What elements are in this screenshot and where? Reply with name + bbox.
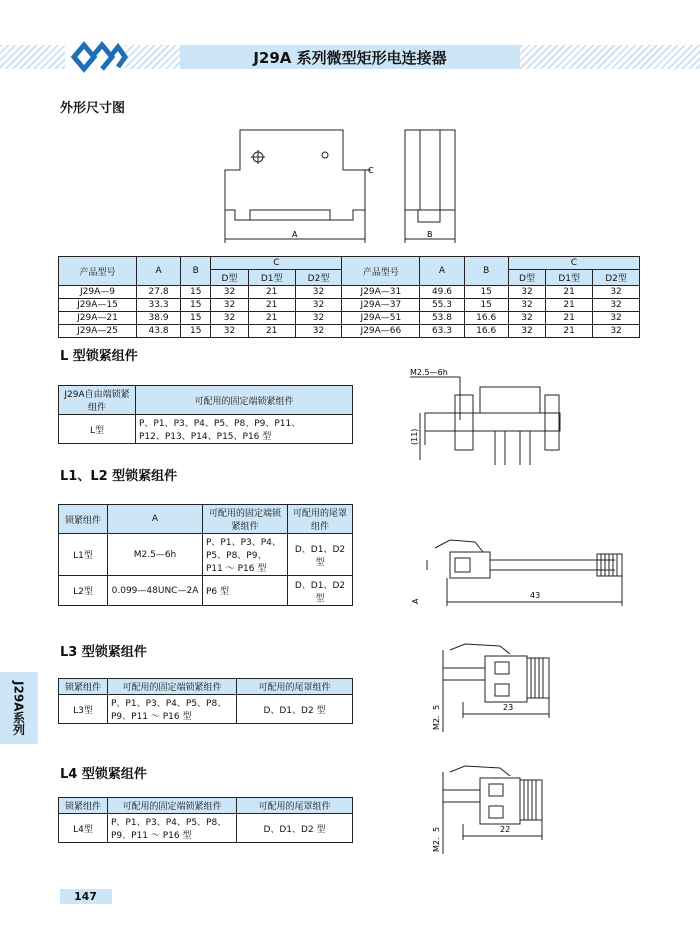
l12-col-a: A: [108, 505, 203, 534]
table-cell: 21: [546, 312, 593, 325]
l4-drawing: [425, 762, 595, 862]
table-cell: 38.9: [136, 312, 180, 325]
col-c-2: C: [508, 257, 639, 270]
outline-drawing: [215, 125, 475, 250]
table-row: [59, 312, 640, 325]
table-cell: 21: [546, 299, 593, 312]
table-cell: 55.3: [420, 299, 464, 312]
table-cell: J29A—15: [59, 299, 137, 312]
table-cell: 15: [181, 312, 211, 325]
l-col-free-end: J29A自由端锁紧组件: [59, 386, 136, 415]
section-title-outline: 外形尺寸图: [60, 101, 126, 116]
l-row-type: L型: [59, 415, 136, 444]
l3-r-fixed-line1: P、P1、P3、P4、P5、P8、: [111, 699, 227, 709]
col-c: C: [211, 257, 342, 270]
col-b-2: B: [464, 257, 508, 286]
l12-r1-fixed-line3: P11 ～ P16 型: [206, 564, 267, 574]
table-row: [59, 325, 640, 338]
table-cell: 32: [211, 286, 248, 299]
section-title-l: L 型锁紧组件: [60, 349, 138, 364]
l3-r-type: L3型: [59, 695, 108, 724]
l12-r2-tail: D、D1、D2 型: [288, 576, 353, 606]
table-row: [59, 286, 640, 299]
l4-r-fixed-line2: P9、P11 ～ P16 型: [111, 831, 192, 841]
l4-r-fixed-line1: P、P1、P3、P4、P5、P8、: [111, 818, 227, 828]
col-d-2: D型: [508, 270, 545, 286]
l-diag-dim: (11): [410, 428, 419, 445]
l-col-fixed-end: 可配用的固定端锁紧组件: [136, 386, 353, 415]
page-number: 147: [60, 889, 112, 904]
l1-l2-table: [58, 504, 353, 606]
table-cell: 21: [248, 325, 295, 338]
l3-col-tail: 可配用的尾罩组件: [237, 679, 353, 695]
table-cell: 32: [211, 312, 248, 325]
table-cell: 32: [593, 286, 640, 299]
l12-col-tail: 可配用的尾罩组件: [288, 505, 353, 534]
section-title-l1-l2: L1、L2 型锁紧组件: [60, 469, 178, 484]
l4-col-tail: 可配用的尾罩组件: [237, 798, 353, 814]
l12-r1-fixed-line1: P、P1、P3、P4、: [206, 538, 281, 548]
col-model: 产品型号: [59, 257, 137, 286]
l3-diag-length: 23: [503, 703, 514, 712]
table-row: [59, 415, 353, 444]
table-cell: 32: [295, 312, 342, 325]
table-cell: 32: [593, 325, 640, 338]
col-a: A: [136, 257, 180, 286]
table-cell: 32: [295, 325, 342, 338]
table-cell: 16.6: [464, 325, 508, 338]
l-diag-thread: M2.5—6h: [410, 368, 448, 377]
l12-r1-fixed: [203, 534, 288, 576]
l12-r2-a: 0.099—48UNC—2A: [108, 576, 203, 606]
table-cell: J29A—31: [342, 286, 420, 299]
l4-r-fixed: [108, 814, 237, 843]
l-row-fixed: [136, 415, 353, 444]
l3-r-fixed: [108, 695, 237, 724]
table-cell: 32: [508, 299, 545, 312]
table-cell: 15: [464, 299, 508, 312]
table-cell: 21: [546, 286, 593, 299]
col-d2-2: D2型: [593, 270, 640, 286]
l3-drawing: [425, 640, 595, 740]
table-row: [59, 534, 353, 576]
l12-r1-type: L1型: [59, 534, 108, 576]
table-cell: J29A—37: [342, 299, 420, 312]
l4-col-fixed: 可配用的固定端锁紧组件: [108, 798, 237, 814]
table-cell: 53.8: [420, 312, 464, 325]
table-row: [59, 814, 353, 843]
table-cell: 32: [508, 325, 545, 338]
l12-diag-a: A: [411, 598, 420, 604]
l12-diag-length: 43: [530, 591, 541, 600]
l4-table: [58, 797, 353, 843]
dimension-table-body: [59, 286, 640, 338]
table-cell: 15: [181, 299, 211, 312]
table-cell: 32: [295, 299, 342, 312]
l4-diag-thread: M2．5: [432, 826, 441, 852]
l12-col-component: 锁紧组件: [59, 505, 108, 534]
section-title-l4: L4 型锁紧组件: [60, 767, 147, 782]
l-row-fixed-line1: P、P1、P3、P4、P5、P8、P9、P11、: [139, 419, 301, 429]
table-cell: 16.6: [464, 312, 508, 325]
table-cell: J29A—9: [59, 286, 137, 299]
l-type-drawing: [405, 365, 585, 475]
col-b: B: [181, 257, 211, 286]
l4-diag-length: 22: [500, 825, 511, 834]
table-cell: 21: [248, 299, 295, 312]
table-cell: J29A—21: [59, 312, 137, 325]
table-cell: 27.8: [136, 286, 180, 299]
col-model-2: 产品型号: [342, 257, 420, 286]
table-cell: 43.8: [136, 325, 180, 338]
table-cell: 33.3: [136, 299, 180, 312]
l12-col-fixed: 可配用的固定端锁紧组件: [203, 505, 288, 534]
table-cell: 32: [295, 286, 342, 299]
l3-r-fixed-line2: P9、P11 ～ P16 型: [111, 712, 192, 722]
table-cell: 21: [248, 286, 295, 299]
l3-table: [58, 678, 353, 724]
l3-col-component: 锁紧组件: [59, 679, 108, 695]
table-cell: J29A—25: [59, 325, 137, 338]
l12-r1-tail: D、D1、D2 型: [288, 534, 353, 576]
table-cell: 15: [181, 325, 211, 338]
dim-label-a: A: [292, 230, 298, 239]
company-logo-icon: [70, 40, 128, 74]
l12-r1-fixed-line2: P5、P8、P9、: [206, 551, 267, 561]
l4-r-type: L4型: [59, 814, 108, 843]
l-type-table: [58, 385, 353, 444]
l3-col-fixed: 可配用的固定端锁紧组件: [108, 679, 237, 695]
table-row: [59, 299, 640, 312]
table-cell: 15: [181, 286, 211, 299]
col-a-2: A: [420, 257, 464, 286]
table-cell: 32: [593, 312, 640, 325]
l12-r2-type: L2型: [59, 576, 108, 606]
table-row: [59, 576, 353, 606]
table-cell: 49.6: [420, 286, 464, 299]
table-cell: 32: [508, 286, 545, 299]
series-side-tab-label: J29A系列: [11, 680, 26, 736]
table-cell: 32: [211, 299, 248, 312]
l12-r2-fixed: P6 型: [203, 576, 288, 606]
table-cell: 21: [248, 312, 295, 325]
dim-label-c: C: [368, 166, 374, 175]
page-title: J29A 系列微型矩形电连接器: [180, 45, 520, 69]
table-cell: J29A—51: [342, 312, 420, 325]
dim-label-b: B: [427, 230, 433, 239]
table-cell: 15: [464, 286, 508, 299]
table-cell: 32: [593, 299, 640, 312]
table-cell: 32: [211, 325, 248, 338]
l12-r1-a: M2.5—6h: [108, 534, 203, 576]
col-d2: D2型: [295, 270, 342, 286]
table-cell: 21: [546, 325, 593, 338]
l4-r-tail: D、D1、D2 型: [237, 814, 353, 843]
table-cell: J29A—66: [342, 325, 420, 338]
table-row: [59, 695, 353, 724]
l3-diag-thread: M2．5: [432, 704, 441, 730]
section-title-l3: L3 型锁紧组件: [60, 645, 147, 660]
col-d1-2: D1型: [546, 270, 593, 286]
l4-col-component: 锁紧组件: [59, 798, 108, 814]
table-cell: 32: [508, 312, 545, 325]
table-cell: 63.3: [420, 325, 464, 338]
l1-l2-drawing: [405, 530, 655, 610]
dimension-table: [58, 256, 640, 338]
l3-r-tail: D、D1、D2 型: [237, 695, 353, 724]
col-d: D型: [211, 270, 248, 286]
col-d1: D1型: [248, 270, 295, 286]
series-side-tab: [0, 672, 38, 744]
l-row-fixed-line2: P12、P13、P14、P15、P16 型: [139, 432, 272, 442]
header-hatch-left: [0, 45, 65, 69]
